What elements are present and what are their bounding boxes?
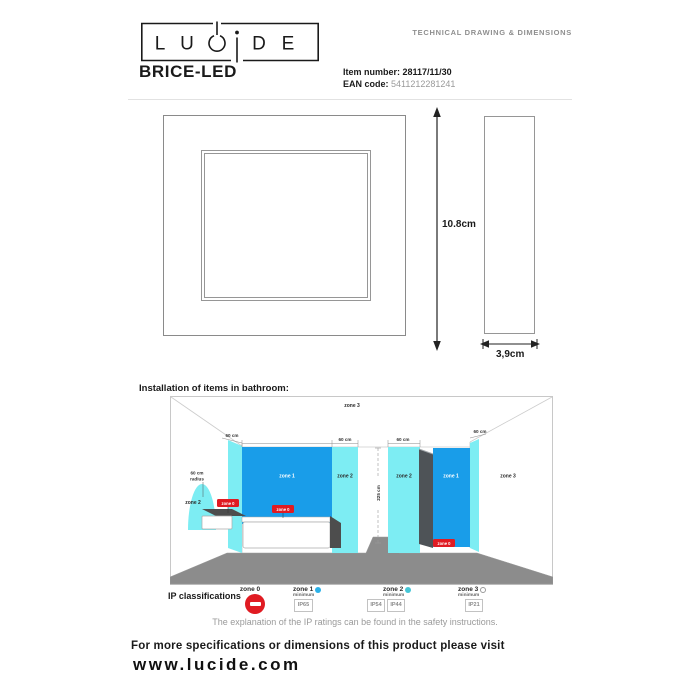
dim-60cm-right: 60 cm: [473, 429, 487, 434]
logo-letter-i-dot: [235, 31, 239, 35]
no-entry-icon: [245, 594, 265, 614]
ip54-box: IP54: [367, 599, 385, 612]
logo-letter-c: [209, 36, 225, 51]
zone0-badge-shower: [433, 539, 455, 547]
ean-value: 5411212281241: [391, 78, 456, 89]
logo-letter-d: D: [252, 33, 266, 55]
side-view-rect: [484, 116, 535, 334]
item-number-label: Item number:: [343, 67, 401, 77]
header-divider: [128, 99, 572, 100]
zone2-dot-icon: [405, 587, 411, 593]
height-dimension-label: 10.8cm: [442, 219, 476, 230]
zone2-right-wall-strip: [470, 439, 479, 552]
bathroom-diagram: [170, 396, 553, 585]
no-entry-bar: [250, 602, 261, 606]
zone3-top-label: zone 3: [344, 403, 360, 409]
legend-zone2-label: [383, 586, 411, 593]
footer-url-link[interactable]: www.lucide.com: [133, 655, 301, 674]
logo-letter-u: U: [180, 33, 194, 55]
front-view-inner-square: [201, 150, 371, 301]
ip-note: The explanation of the IP ratings can be found in the safety instructions.: [212, 617, 498, 627]
legend-zone3-minimum: minimum: [458, 593, 480, 598]
legend-zone1-text: zone 1: [293, 586, 314, 593]
zone1-shower-label: zone 1: [443, 473, 459, 480]
footer-text: For more specifications or dimensions of this product please visit: [131, 640, 505, 652]
dim-60cm-left: 60 cm: [225, 433, 239, 438]
logo-border-right: [221, 24, 318, 61]
washbasin-front: [202, 516, 232, 529]
height-225-label: 225 cm: [376, 485, 381, 501]
legend-zone3-text: zone 3: [458, 586, 479, 593]
zone1-shower-wall: [433, 448, 470, 547]
ip65-box: IP65: [294, 599, 313, 612]
legend-zone2-text: zone 2: [383, 586, 404, 593]
dim-60cm-bath: 60 cm: [338, 437, 352, 442]
dim-60cm-shower: 60 cm: [396, 437, 410, 442]
ip-classifications-title: IP classifications: [168, 591, 241, 601]
zone1-bath-label: zone 1: [279, 473, 295, 480]
svg-text:zone 0: zone 0: [437, 540, 451, 546]
front-view-outer-square: [163, 115, 406, 336]
doc-type-heading: TECHNICAL DRAWING & DIMENSIONS: [412, 28, 572, 37]
ean-row: [343, 79, 455, 91]
legend-zone3-label: [458, 586, 486, 593]
zone3-right-label: zone 3: [500, 473, 516, 480]
logo-letter-l: L: [154, 33, 166, 55]
ip21-box: IP21: [465, 599, 483, 612]
zone3-dot-icon: [480, 587, 486, 593]
legend-zone2-minimum: minimum: [383, 593, 405, 598]
depth-dimension-label: 3,9cm: [496, 349, 525, 360]
ean-label: EAN code:: [343, 78, 389, 89]
legend-zone1-minimum: minimum: [293, 593, 315, 598]
lucide-logo: [140, 21, 320, 65]
zone2-bath-label: zone 2: [337, 473, 353, 480]
item-number-value: 28117/11/30: [402, 67, 452, 77]
product-codes: [343, 67, 455, 90]
shower-partition: [419, 449, 433, 548]
zone2-shower-strip: [388, 447, 420, 553]
ip44-box: IP44: [387, 599, 405, 612]
front-view-inner-frame: [204, 153, 368, 298]
bathroom-section-title: Installation of items in bathroom:: [139, 383, 289, 394]
logo-letter-e: E: [281, 33, 295, 55]
zone2-sidewall-label: zone 2: [185, 500, 201, 506]
zone1-dot-icon: [315, 587, 321, 593]
svg-text:zone 0: zone 0: [221, 500, 235, 506]
legend-zone1-label: [293, 586, 321, 593]
bathtub-rim: [242, 517, 330, 522]
legend-zone0-label: zone 0: [239, 586, 261, 593]
zone2-shower-label: zone 2: [396, 473, 412, 480]
radius-label-line2: radius: [190, 476, 204, 482]
product-name: BRICE-LED: [139, 62, 237, 81]
bathtub-front: [243, 522, 330, 548]
svg-text:zone 0: zone 0: [276, 506, 290, 512]
zone2-left-wall-strip: [228, 440, 242, 553]
item-number-row: [343, 67, 455, 79]
radius-label-line1: 60 cm: [190, 470, 204, 476]
